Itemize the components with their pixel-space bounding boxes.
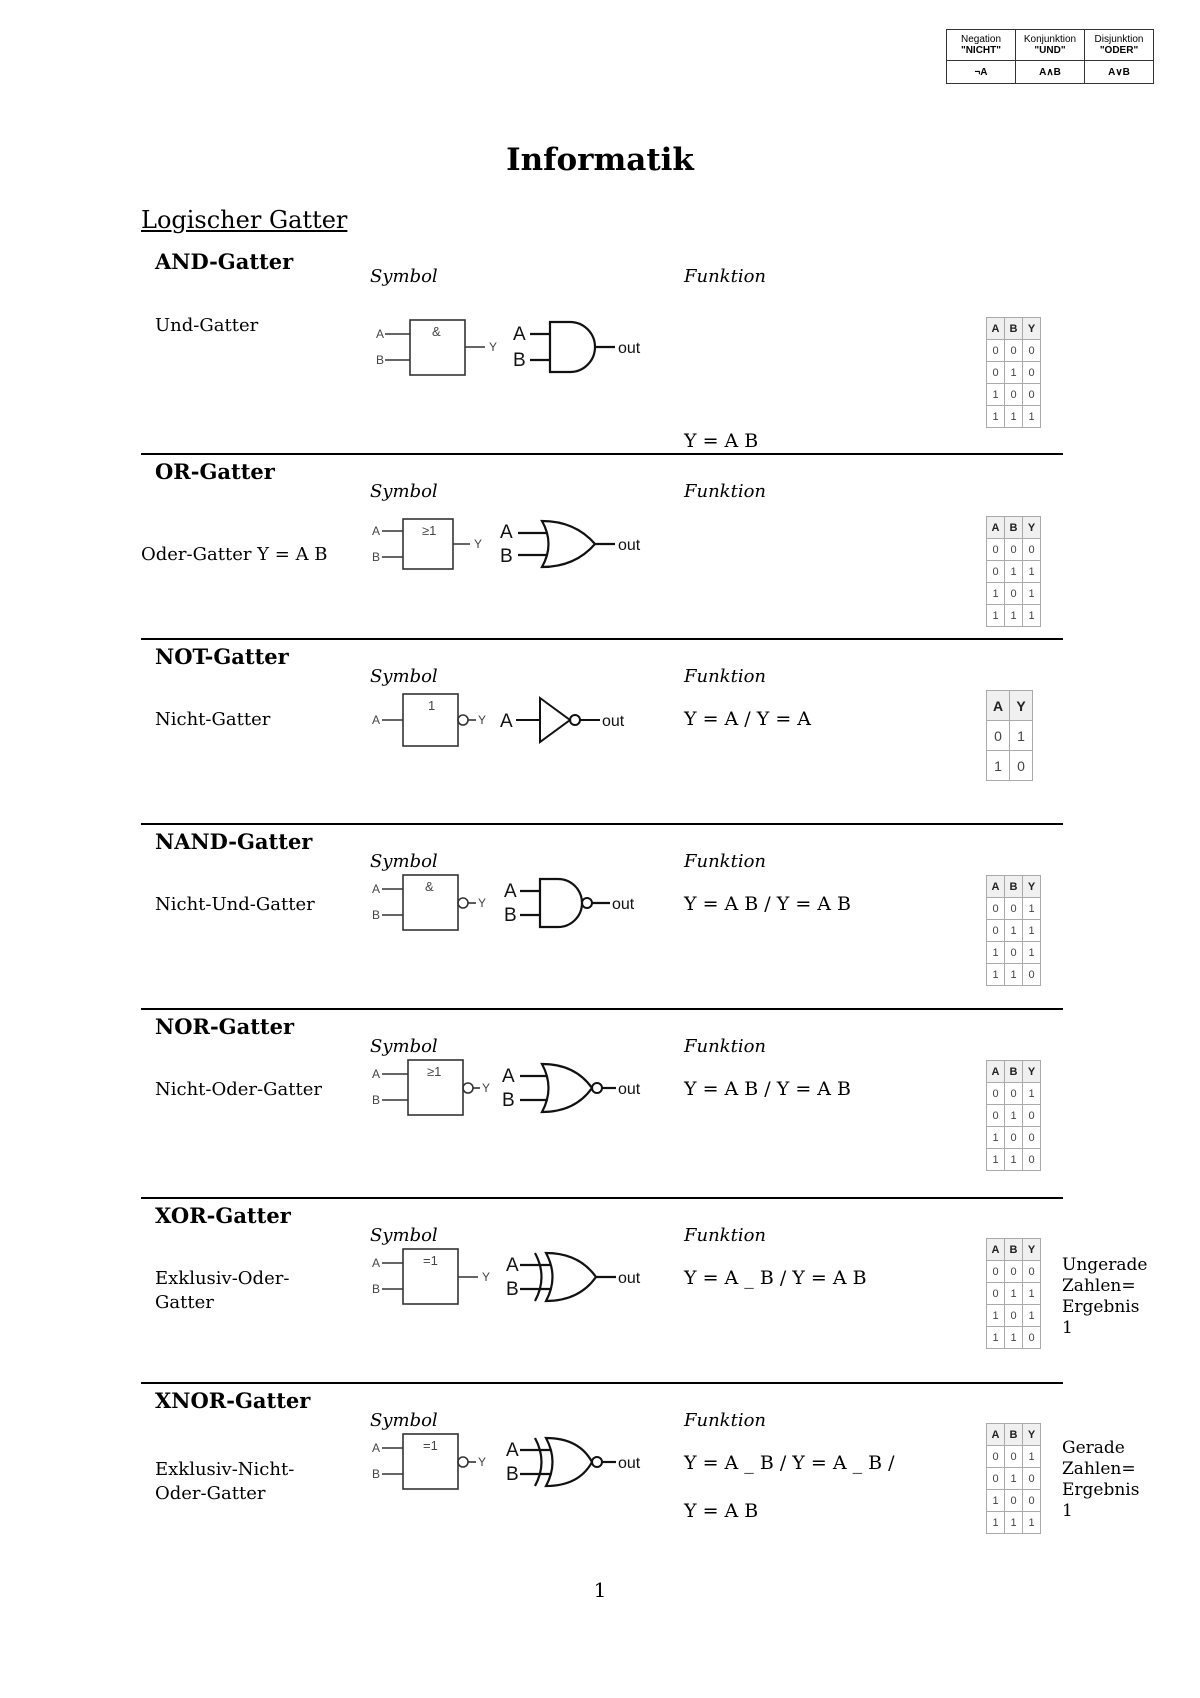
page-number: 1 (593, 1578, 607, 1602)
svg-text:out: out (618, 1455, 641, 1472)
din-symbol: =1 (423, 1438, 438, 1453)
truth-table: A B Y 0 0 0 0 1 1 1 0 1 1 1 0 (986, 1238, 1041, 1349)
svg-text:out: out (602, 713, 625, 730)
svg-text:B: B (372, 1467, 381, 1481)
gate-section-xnor (141, 1382, 1140, 1572)
gate-function: Y = A / Y = A (684, 708, 812, 730)
legend-symbol-konjunktion: A∧B (1016, 61, 1085, 84)
svg-text:A: A (502, 1066, 515, 1087)
gate-title: NOT-Gatter (155, 644, 289, 669)
symbol-label: Symbol (370, 1410, 438, 1431)
funktion-label: Funktion (684, 266, 767, 287)
svg-text:B: B (372, 1282, 381, 1296)
svg-text:out: out (618, 1270, 641, 1287)
gate-section-xor (141, 1197, 1148, 1383)
symbol-label: Symbol (370, 481, 438, 502)
symbol-label: Symbol (370, 266, 438, 287)
or-gate-symbol (370, 511, 650, 581)
gate-subtitle: Exklusiv-Nicht-Oder-Gatter (155, 1459, 295, 1504)
truth-table: A Y 0 1 1 0 (986, 690, 1033, 781)
svg-text:B: B (372, 908, 381, 922)
gate-function: Y = A B / Y = A B (684, 1078, 852, 1100)
svg-text:B: B (506, 1279, 519, 1300)
svg-text:A: A (372, 524, 381, 538)
din-symbol: 1 (428, 698, 436, 713)
legend-symbol-disjunktion: A∨B (1085, 61, 1154, 84)
legend-cell-konjunktion: Konjunktion "UND" (1016, 30, 1085, 61)
din-symbol: ≥1 (422, 523, 437, 538)
svg-text:A: A (372, 713, 381, 727)
svg-text:Y: Y (478, 1455, 487, 1469)
svg-text:out: out (618, 537, 641, 554)
gate-function: Y = A _ B / Y = A B (684, 1267, 867, 1289)
svg-text:B: B (506, 1464, 519, 1485)
svg-text:A: A (506, 1255, 519, 1276)
legend-cell-negation: Negation "NICHT" (947, 30, 1016, 61)
and-gate-symbol (370, 312, 650, 382)
svg-text:out: out (618, 1081, 641, 1098)
svg-text:A: A (372, 1441, 381, 1455)
symbol-label: Symbol (370, 1036, 438, 1057)
gate-subtitle: Nicht-Oder-Gatter (155, 1079, 322, 1100)
svg-text:A: A (372, 882, 381, 896)
svg-text:A: A (500, 711, 513, 732)
svg-text:B: B (502, 1090, 515, 1111)
truth-table: A B Y 0 0 1 0 1 0 1 0 0 1 1 0 (986, 1060, 1041, 1171)
funktion-label: Funktion (684, 1036, 767, 1057)
truth-table: A B Y 0 0 0 0 1 1 1 0 1 1 1 1 (986, 516, 1041, 627)
gate-section-not (141, 638, 1063, 824)
symbol-label: Symbol (370, 1225, 438, 1246)
din-symbol: & (425, 879, 434, 894)
legend-cell-disjunktion: Disjunktion "ODER" (1085, 30, 1154, 61)
svg-text:B: B (504, 905, 517, 926)
svg-text:Y: Y (489, 340, 498, 354)
gate-subtitle: Nicht-Gatter (155, 709, 271, 730)
din-symbol: =1 (423, 1253, 438, 1268)
svg-text:B: B (372, 550, 381, 564)
gate-note: Ungerade Zahlen= Ergebnis 1 (1062, 1255, 1148, 1338)
symbol-label: Symbol (370, 666, 438, 687)
svg-text:Y: Y (478, 896, 487, 910)
symbol-label: Symbol (370, 851, 438, 872)
svg-text:Y: Y (478, 713, 487, 727)
svg-text:Y: Y (482, 1270, 491, 1284)
gate-function: Y = A B (684, 430, 759, 452)
legend-symbol-negation: ¬A (947, 61, 1016, 84)
svg-text:B: B (376, 353, 385, 367)
gate-subtitle: Exklusiv-Oder-Gatter (155, 1268, 290, 1313)
svg-text:A: A (500, 522, 513, 543)
funktion-label: Funktion (684, 851, 767, 872)
svg-text:out: out (618, 340, 641, 357)
nand-gate-symbol (370, 869, 650, 939)
gate-title: NAND-Gatter (155, 829, 313, 854)
svg-text:B: B (500, 546, 513, 567)
logic-legend-table (946, 29, 1154, 84)
gate-subtitle: Nicht-Und-Gatter (155, 894, 315, 915)
gate-title: OR-Gatter (155, 459, 275, 484)
gate-subtitle: Und-Gatter (155, 315, 259, 336)
svg-text:A: A (372, 1067, 381, 1081)
gate-subtitle: Oder-Gatter Y = A B (141, 544, 328, 565)
din-symbol: ≥1 (427, 1064, 442, 1079)
svg-text:A: A (506, 1440, 519, 1461)
gate-function-alt: Y = A B (684, 1500, 759, 1522)
truth-table: A B Y 0 0 1 0 1 0 1 0 0 1 1 1 (986, 1423, 1041, 1534)
gate-title: XOR-Gatter (155, 1203, 291, 1228)
gate-section-or (141, 453, 1063, 639)
truth-table: A B Y 0 0 1 0 1 1 1 0 1 1 1 0 (986, 875, 1041, 986)
din-symbol: & (432, 324, 441, 339)
svg-text:A: A (504, 881, 517, 902)
funktion-label: Funktion (684, 1225, 767, 1246)
page-title: Informatik (506, 142, 694, 178)
svg-text:B: B (513, 350, 526, 371)
svg-text:Y: Y (482, 1081, 491, 1095)
not-gate-symbol (370, 686, 650, 756)
svg-text:A: A (372, 1256, 381, 1270)
xor-gate-symbol (370, 1243, 650, 1313)
gate-section-and (141, 244, 1063, 454)
truth-table: A B Y 0 0 0 0 1 0 1 0 0 1 1 1 (986, 317, 1041, 428)
nor-gate-symbol (370, 1054, 650, 1124)
gate-title: AND-Gatter (155, 249, 294, 274)
svg-text:out: out (612, 896, 635, 913)
svg-text:A: A (376, 327, 385, 341)
svg-text:Y: Y (474, 537, 483, 551)
gate-section-nor (141, 1008, 1063, 1198)
gate-title: NOR-Gatter (155, 1014, 295, 1039)
gate-function: Y = A B / Y = A B (684, 893, 852, 915)
svg-text:A: A (513, 324, 526, 345)
xnor-gate-symbol (370, 1428, 650, 1498)
section-title: Logischer Gatter (141, 206, 348, 234)
gate-function: Y = A _ B / Y = A _ B / (684, 1452, 895, 1474)
gate-title: XNOR-Gatter (155, 1388, 311, 1413)
funktion-label: Funktion (684, 1410, 767, 1431)
gate-section-nand (141, 823, 1063, 1009)
svg-text:B: B (372, 1093, 381, 1107)
gate-note: Gerade Zahlen= Ergebnis 1 (1062, 1438, 1140, 1521)
funktion-label: Funktion (684, 481, 767, 502)
funktion-label: Funktion (684, 666, 767, 687)
